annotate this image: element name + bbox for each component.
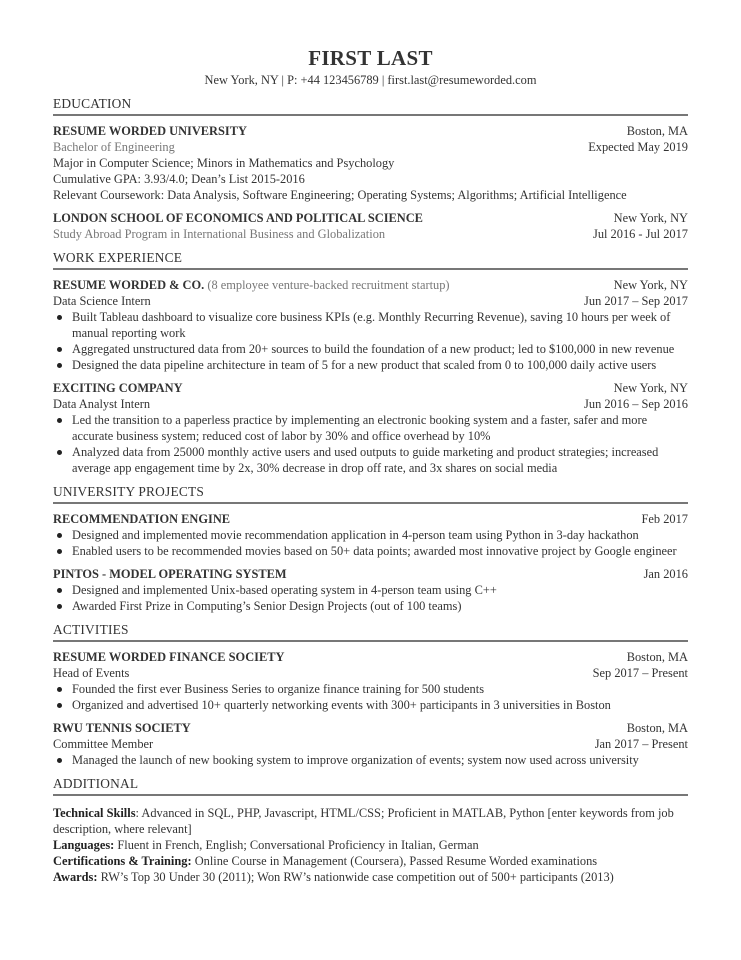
bullet-item: Founded the first ever Business Series to organize finance training for 500 students <box>53 681 688 697</box>
job-title: Data Analyst Intern <box>53 397 151 411</box>
separator: : <box>135 806 142 820</box>
project-name: RECOMMENDATION ENGINE <box>53 512 231 526</box>
bullet-list <box>53 752 688 768</box>
company-location: New York, NY <box>613 381 688 395</box>
technical-skills-label: Technical Skills <box>53 806 136 820</box>
bullet-item: Enabled users to be recommended movies based on 50+ data points; awarded most innovative project by Google engineer <box>53 543 688 559</box>
project-date: Jan 2016 <box>643 567 688 581</box>
activity-org: RESUME WORDED FINANCE SOCIETY <box>53 650 285 664</box>
coursework-line: Relevant Coursework: Data Analysis, Software Engineering; Operating Systems; Algorithms; Artificial Intelligence <box>53 188 627 202</box>
project-entry <box>53 511 688 559</box>
school-location: Boston, MA <box>626 124 688 138</box>
activity-dates: Sep 2017 – Present <box>592 666 688 680</box>
contact-line: New York, NY | P: +44 123456789 | first.last@resumeworded.com <box>204 73 537 87</box>
awards-label: Awards: <box>53 870 98 884</box>
company-name: RESUME WORDED & CO. <box>53 278 205 292</box>
bullet-list <box>53 681 688 713</box>
project-name: PINTOS - MODEL OPERATING SYSTEM <box>53 567 287 581</box>
education-entry <box>53 210 688 242</box>
activity-role: Committee Member <box>53 737 154 751</box>
bullet-item: Designed the data pipeline architecture in team of 5 for a new product that scaled from 0 to 100,000 daily active users <box>53 357 688 373</box>
bullet-item: Organized and advertised 10+ quarterly networking events with 300+ participants in 3 universities in Boston <box>53 697 688 713</box>
bullet-list <box>53 527 688 559</box>
section-title-projects: UNIVERSITY PROJECTS <box>53 484 688 504</box>
certifications-line <box>53 853 688 869</box>
company-note: (8 employee venture-backed recruitment startup) <box>204 278 450 292</box>
awards-text: RW’s Top 30 Under 30 (2011); Won RW’s nationwide case competition out of 500+ participants (2013) <box>100 870 614 884</box>
activity-role: Head of Events <box>53 666 130 680</box>
bullet-item: Managed the launch of new booking system to improve organization of events; system now used across university <box>53 752 688 768</box>
bullet-list <box>53 412 688 476</box>
languages-label: Languages: <box>53 838 115 852</box>
resume-header <box>0 0 741 88</box>
activity-entry <box>53 649 688 713</box>
company-name: EXCITING COMPANY <box>53 381 183 395</box>
activity-org: RWU TENNIS SOCIETY <box>53 721 191 735</box>
work-entry <box>53 277 688 373</box>
school-name: LONDON SCHOOL OF ECONOMICS AND POLITICAL SCIENCE <box>53 211 423 225</box>
job-title: Data Science Intern <box>53 294 151 308</box>
activity-entry <box>53 720 688 768</box>
school-location: New York, NY <box>613 211 688 225</box>
languages-line <box>53 837 688 853</box>
work-entry <box>53 380 688 476</box>
education-entry <box>53 123 688 203</box>
awards-line <box>53 869 688 885</box>
certifications-label: Certifications & Training: <box>53 854 192 868</box>
technical-skills-line <box>53 805 688 837</box>
languages-text: Fluent in French, English; Conversational Proficiency in Italian, German <box>117 838 479 852</box>
bullet-item: Led the transition to a paperless practice by implementing an electronic booking system and a faster, safer and more accurate business system; reduced cost of labor by 30% and office overhead by 10% <box>53 412 688 444</box>
company-location: New York, NY <box>613 278 688 292</box>
program: Study Abroad Program in International Business and Globalization <box>53 227 386 241</box>
project-entry <box>53 566 688 614</box>
major-line: Major in Computer Science; Minors in Mathematics and Psychology <box>53 156 395 170</box>
gpa-line: Cumulative GPA: 3.93/4.0; Dean’s List 2015-2016 <box>53 172 305 186</box>
section-title-activities: ACTIVITIES <box>53 622 688 642</box>
job-dates: Jun 2017 – Sep 2017 <box>584 294 688 308</box>
section-university-projects <box>53 484 688 614</box>
technical-skills-text: Advanced in SQL, PHP, Javascript, HTML/CSS; Proficient in MATLAB, Python [enter keywords from job description, where relevant] <box>53 806 674 836</box>
section-work-experience <box>53 250 688 476</box>
candidate-name: FIRST LAST <box>308 46 433 70</box>
project-date: Feb 2017 <box>641 512 688 526</box>
bullet-list <box>53 582 688 614</box>
activity-dates: Jan 2017 – Present <box>594 737 688 751</box>
bullet-item: Built Tableau dashboard to visualize core business KPIs (e.g. Monthly Recurring Revenue), saving 10 hours per week of manual reporting work <box>53 309 688 341</box>
activity-location: Boston, MA <box>626 650 688 664</box>
activity-location: Boston, MA <box>626 721 688 735</box>
section-title-work: WORK EXPERIENCE <box>53 250 688 270</box>
section-activities <box>53 622 688 768</box>
graduation-date: Expected May 2019 <box>588 140 688 154</box>
school-name: RESUME WORDED UNIVERSITY <box>53 124 247 138</box>
bullet-item: Aggregated unstructured data from 20+ sources to build the foundation of a new product; led to $100,000 in new revenue <box>53 341 688 357</box>
bullet-list <box>53 309 688 373</box>
bullet-item: Awarded First Prize in Computing’s Senior Design Projects (out of 100 teams) <box>53 598 688 614</box>
resume-body <box>53 96 688 885</box>
section-title-additional: ADDITIONAL <box>53 776 688 796</box>
section-title-education: EDUCATION <box>53 96 688 116</box>
degree: Bachelor of Engineering <box>53 140 175 154</box>
bullet-item: Analyzed data from 25000 monthly active users and used outputs to guide marketing and product strategies; increased average app engagement time by 2x, 30% decrease in drop off rate, and 3x shares on social media <box>53 444 688 476</box>
job-dates: Jun 2016 – Sep 2016 <box>584 397 688 411</box>
certifications-text: Online Course in Management (Coursera), Passed Resume Worded examinations <box>194 854 598 868</box>
section-additional <box>53 776 688 885</box>
bullet-item: Designed and implemented movie recommendation application in 4-person team using Python in 3-day hackathon <box>53 527 688 543</box>
program-dates: Jul 2016 - Jul 2017 <box>593 227 688 241</box>
bullet-item: Designed and implemented Unix-based operating system in 4-person team using C++ <box>53 582 688 598</box>
section-education <box>53 96 688 242</box>
